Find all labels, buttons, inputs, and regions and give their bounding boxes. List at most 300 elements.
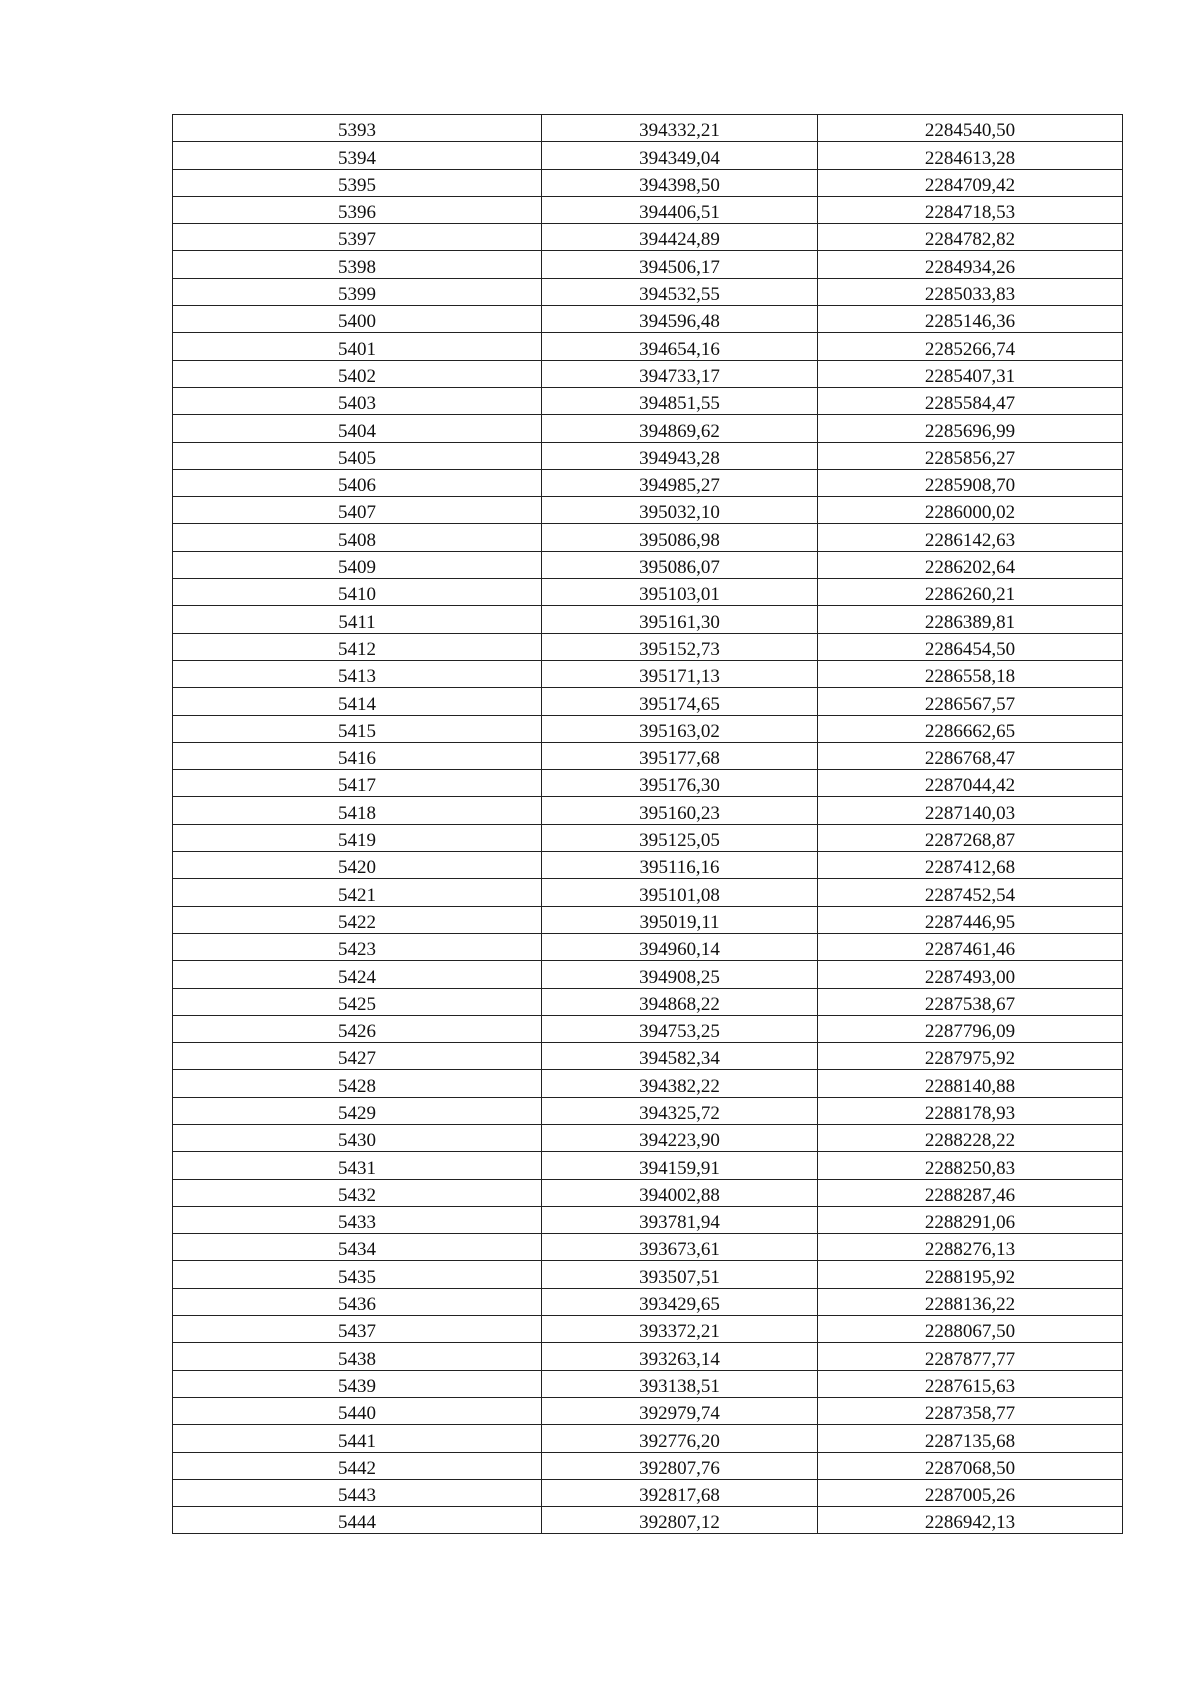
y-coordinate-cell bbox=[818, 961, 1123, 988]
point-number-cell bbox=[173, 251, 542, 278]
x-coordinate-cell bbox=[542, 360, 818, 387]
point-number-cell bbox=[173, 688, 542, 715]
x-coordinate-cell bbox=[542, 442, 818, 469]
cell-text: 5402 bbox=[338, 365, 376, 387]
cell-text: 5403 bbox=[338, 393, 376, 415]
cell-text: 2287446,95 bbox=[924, 911, 1016, 933]
cell-text: 5408 bbox=[338, 529, 376, 551]
x-coordinate-cell bbox=[542, 1507, 818, 1534]
y-coordinate-cell bbox=[818, 852, 1123, 879]
y-coordinate-cell bbox=[818, 415, 1123, 442]
cell-text: 2286389,81 bbox=[924, 611, 1016, 633]
point-number-cell bbox=[173, 1097, 542, 1124]
x-coordinate-cell bbox=[542, 306, 818, 333]
y-coordinate-cell bbox=[818, 1479, 1123, 1506]
cell-text: 5430 bbox=[338, 1130, 376, 1152]
cell-text: 2284540,50 bbox=[924, 120, 1016, 142]
cell-text: 5412 bbox=[338, 638, 376, 660]
cell-text: 394506,17 bbox=[639, 256, 720, 278]
x-coordinate-cell bbox=[542, 1124, 818, 1151]
y-coordinate-cell bbox=[818, 1370, 1123, 1397]
x-coordinate-cell bbox=[542, 797, 818, 824]
point-number-cell bbox=[173, 551, 542, 578]
x-coordinate-cell bbox=[542, 1343, 818, 1370]
cell-text: 394382,22 bbox=[639, 1075, 720, 1097]
cell-text: 5442 bbox=[338, 1457, 376, 1479]
y-coordinate-cell bbox=[818, 1206, 1123, 1233]
cell-text: 392979,74 bbox=[639, 1403, 720, 1425]
cell-text: 2285146,36 bbox=[924, 311, 1016, 333]
cell-text: 394424,89 bbox=[639, 229, 720, 251]
y-coordinate-cell bbox=[818, 579, 1123, 606]
point-number-cell bbox=[173, 797, 542, 824]
point-number-cell bbox=[173, 224, 542, 251]
point-number-cell bbox=[173, 442, 542, 469]
cell-text: 2286260,21 bbox=[924, 584, 1016, 606]
y-coordinate-cell bbox=[818, 1261, 1123, 1288]
y-coordinate-cell bbox=[818, 660, 1123, 687]
cell-text: 395116,16 bbox=[639, 857, 720, 879]
cell-text: 395086,07 bbox=[639, 557, 720, 579]
x-coordinate-cell bbox=[542, 933, 818, 960]
cell-text: 5397 bbox=[338, 229, 376, 251]
table-row bbox=[173, 469, 1123, 496]
cell-text: 2287796,09 bbox=[924, 1021, 1016, 1043]
cell-text: 394159,91 bbox=[639, 1157, 720, 1179]
cell-text: 2287877,77 bbox=[924, 1348, 1016, 1370]
cell-text: 5444 bbox=[338, 1512, 376, 1534]
x-coordinate-cell bbox=[542, 415, 818, 442]
point-number-cell bbox=[173, 1124, 542, 1151]
table-row bbox=[173, 879, 1123, 906]
y-coordinate-cell bbox=[818, 1152, 1123, 1179]
x-coordinate-cell bbox=[542, 988, 818, 1015]
table-row bbox=[173, 1234, 1123, 1261]
cell-text: 394985,27 bbox=[639, 475, 720, 497]
point-number-cell bbox=[173, 333, 542, 360]
y-coordinate-cell bbox=[818, 1015, 1123, 1042]
point-number-cell bbox=[173, 933, 542, 960]
cell-text: 395103,01 bbox=[639, 584, 720, 606]
cell-text: 5439 bbox=[338, 1375, 376, 1397]
cell-text: 395125,05 bbox=[639, 830, 720, 852]
cell-text: 394406,51 bbox=[639, 202, 720, 224]
table-row bbox=[173, 524, 1123, 551]
cell-text: 5394 bbox=[338, 147, 376, 169]
cell-text: 393429,65 bbox=[639, 1294, 720, 1316]
cell-text: 2286942,13 bbox=[924, 1512, 1016, 1534]
x-coordinate-cell bbox=[542, 1425, 818, 1452]
point-number-cell bbox=[173, 1479, 542, 1506]
x-coordinate-cell bbox=[542, 115, 818, 142]
y-coordinate-cell bbox=[818, 1288, 1123, 1315]
cell-text: 2287412,68 bbox=[924, 857, 1016, 879]
point-number-cell bbox=[173, 1452, 542, 1479]
table-row bbox=[173, 251, 1123, 278]
x-coordinate-cell bbox=[542, 770, 818, 797]
point-number-cell bbox=[173, 988, 542, 1015]
y-coordinate-cell bbox=[818, 933, 1123, 960]
y-coordinate-cell bbox=[818, 442, 1123, 469]
point-number-cell bbox=[173, 387, 542, 414]
cell-text: 2285033,83 bbox=[924, 284, 1016, 306]
point-number-cell bbox=[173, 1261, 542, 1288]
table-row bbox=[173, 1015, 1123, 1042]
cell-text: 5418 bbox=[338, 802, 376, 824]
y-coordinate-cell bbox=[818, 879, 1123, 906]
cell-text: 2287452,54 bbox=[924, 884, 1016, 906]
coordinates-table bbox=[172, 114, 1123, 1534]
point-number-cell bbox=[173, 1015, 542, 1042]
point-number-cell bbox=[173, 469, 542, 496]
x-coordinate-cell bbox=[542, 906, 818, 933]
table-row bbox=[173, 115, 1123, 142]
table-row bbox=[173, 660, 1123, 687]
table-row bbox=[173, 906, 1123, 933]
x-coordinate-cell bbox=[542, 1043, 818, 1070]
point-number-cell bbox=[173, 1152, 542, 1179]
cell-text: 2286000,02 bbox=[924, 502, 1016, 524]
cell-text: 395161,30 bbox=[639, 611, 720, 633]
y-coordinate-cell bbox=[818, 169, 1123, 196]
y-coordinate-cell bbox=[818, 224, 1123, 251]
cell-text: 5420 bbox=[338, 857, 376, 879]
point-number-cell bbox=[173, 524, 542, 551]
cell-text: 5396 bbox=[338, 202, 376, 224]
cell-text: 394398,50 bbox=[639, 174, 720, 196]
cell-text: 392807,76 bbox=[639, 1457, 720, 1479]
x-coordinate-cell bbox=[542, 961, 818, 988]
table-row bbox=[173, 387, 1123, 414]
cell-text: 2285696,99 bbox=[924, 420, 1016, 442]
cell-text: 5421 bbox=[338, 884, 376, 906]
table-row bbox=[173, 852, 1123, 879]
cell-text: 394532,55 bbox=[639, 284, 720, 306]
cell-text: 5428 bbox=[338, 1075, 376, 1097]
table-row bbox=[173, 169, 1123, 196]
y-coordinate-cell bbox=[818, 524, 1123, 551]
point-number-cell bbox=[173, 1179, 542, 1206]
cell-text: 5399 bbox=[338, 284, 376, 306]
cell-text: 394908,25 bbox=[639, 966, 720, 988]
y-coordinate-cell bbox=[818, 306, 1123, 333]
cell-text: 5413 bbox=[338, 666, 376, 688]
cell-text: 394753,25 bbox=[639, 1021, 720, 1043]
point-number-cell bbox=[173, 1043, 542, 1070]
cell-text: 393372,21 bbox=[639, 1321, 720, 1343]
cell-text: 5435 bbox=[338, 1266, 376, 1288]
x-coordinate-cell bbox=[542, 742, 818, 769]
point-number-cell bbox=[173, 1316, 542, 1343]
table-row bbox=[173, 633, 1123, 660]
cell-text: 5415 bbox=[338, 720, 376, 742]
cell-text: 2288140,88 bbox=[924, 1075, 1016, 1097]
y-coordinate-cell bbox=[818, 251, 1123, 278]
cell-text: 5443 bbox=[338, 1485, 376, 1507]
cell-text: 5423 bbox=[338, 939, 376, 961]
y-coordinate-cell bbox=[818, 1425, 1123, 1452]
x-coordinate-cell bbox=[542, 524, 818, 551]
cell-text: 5436 bbox=[338, 1294, 376, 1316]
cell-text: 395174,65 bbox=[639, 693, 720, 715]
cell-text: 2285407,31 bbox=[924, 365, 1016, 387]
cell-text: 5393 bbox=[338, 120, 376, 142]
cell-text: 2284718,53 bbox=[924, 202, 1016, 224]
cell-text: 2288136,22 bbox=[924, 1294, 1016, 1316]
cell-text: 394868,22 bbox=[639, 993, 720, 1015]
x-coordinate-cell bbox=[542, 251, 818, 278]
cell-text: 2288228,22 bbox=[924, 1130, 1016, 1152]
cell-text: 5411 bbox=[338, 611, 376, 633]
point-number-cell bbox=[173, 879, 542, 906]
table-row bbox=[173, 1070, 1123, 1097]
cell-text: 393138,51 bbox=[639, 1375, 720, 1397]
x-coordinate-cell bbox=[542, 1316, 818, 1343]
x-coordinate-cell bbox=[542, 1397, 818, 1424]
cell-text: 394869,62 bbox=[639, 420, 720, 442]
point-number-cell bbox=[173, 1343, 542, 1370]
table-row bbox=[173, 224, 1123, 251]
point-number-cell bbox=[173, 906, 542, 933]
cell-text: 2286567,57 bbox=[924, 693, 1016, 715]
x-coordinate-cell bbox=[542, 1152, 818, 1179]
cell-text: 2287493,00 bbox=[924, 966, 1016, 988]
y-coordinate-cell bbox=[818, 196, 1123, 223]
table-row bbox=[173, 1397, 1123, 1424]
y-coordinate-cell bbox=[818, 142, 1123, 169]
x-coordinate-cell bbox=[542, 497, 818, 524]
y-coordinate-cell bbox=[818, 360, 1123, 387]
x-coordinate-cell bbox=[542, 633, 818, 660]
y-coordinate-cell bbox=[818, 1343, 1123, 1370]
cell-text: 2288178,93 bbox=[924, 1102, 1016, 1124]
y-coordinate-cell bbox=[818, 1124, 1123, 1151]
x-coordinate-cell bbox=[542, 715, 818, 742]
cell-text: 2287975,92 bbox=[924, 1048, 1016, 1070]
y-coordinate-cell bbox=[818, 551, 1123, 578]
y-coordinate-cell bbox=[818, 715, 1123, 742]
cell-text: 2286202,64 bbox=[924, 557, 1016, 579]
cell-text: 2287005,26 bbox=[924, 1485, 1016, 1507]
cell-text: 5440 bbox=[338, 1403, 376, 1425]
cell-text: 5437 bbox=[338, 1321, 376, 1343]
cell-text: 5400 bbox=[338, 311, 376, 333]
y-coordinate-cell bbox=[818, 115, 1123, 142]
x-coordinate-cell bbox=[542, 224, 818, 251]
point-number-cell bbox=[173, 715, 542, 742]
point-number-cell bbox=[173, 278, 542, 305]
y-coordinate-cell bbox=[818, 469, 1123, 496]
x-coordinate-cell bbox=[542, 606, 818, 633]
cell-text: 2286662,65 bbox=[924, 720, 1016, 742]
point-number-cell bbox=[173, 742, 542, 769]
table-row bbox=[173, 1479, 1123, 1506]
y-coordinate-cell bbox=[818, 1507, 1123, 1534]
cell-text: 2287538,67 bbox=[924, 993, 1016, 1015]
table-row bbox=[173, 742, 1123, 769]
table-row bbox=[173, 688, 1123, 715]
cell-text: 395086,98 bbox=[639, 529, 720, 551]
table-row bbox=[173, 1097, 1123, 1124]
point-number-cell bbox=[173, 497, 542, 524]
point-number-cell bbox=[173, 1288, 542, 1315]
cell-text: 395019,11 bbox=[639, 911, 720, 933]
point-number-cell bbox=[173, 360, 542, 387]
x-coordinate-cell bbox=[542, 1234, 818, 1261]
table-row bbox=[173, 1316, 1123, 1343]
point-number-cell bbox=[173, 1070, 542, 1097]
table-row bbox=[173, 306, 1123, 333]
table-row bbox=[173, 142, 1123, 169]
point-number-cell bbox=[173, 196, 542, 223]
cell-text: 392807,12 bbox=[639, 1512, 720, 1534]
cell-text: 2286558,18 bbox=[924, 666, 1016, 688]
table-row bbox=[173, 1288, 1123, 1315]
point-number-cell bbox=[173, 606, 542, 633]
cell-text: 2288250,83 bbox=[924, 1157, 1016, 1179]
cell-text: 394943,28 bbox=[639, 447, 720, 469]
y-coordinate-cell bbox=[818, 770, 1123, 797]
table-row bbox=[173, 1206, 1123, 1233]
cell-text: 5429 bbox=[338, 1102, 376, 1124]
table-row bbox=[173, 715, 1123, 742]
cell-text: 394325,72 bbox=[639, 1102, 720, 1124]
cell-text: 5404 bbox=[338, 420, 376, 442]
cell-text: 392776,20 bbox=[639, 1430, 720, 1452]
cell-text: 5416 bbox=[338, 748, 376, 770]
x-coordinate-cell bbox=[542, 333, 818, 360]
y-coordinate-cell bbox=[818, 1070, 1123, 1097]
point-number-cell bbox=[173, 633, 542, 660]
cell-text: 2288195,92 bbox=[924, 1266, 1016, 1288]
cell-text: 2284934,26 bbox=[924, 256, 1016, 278]
x-coordinate-cell bbox=[542, 169, 818, 196]
table-row bbox=[173, 1152, 1123, 1179]
x-coordinate-cell bbox=[542, 278, 818, 305]
table-row bbox=[173, 1043, 1123, 1070]
cell-text: 2285856,27 bbox=[924, 447, 1016, 469]
cell-text: 394002,88 bbox=[639, 1184, 720, 1206]
cell-text: 5401 bbox=[338, 338, 376, 360]
cell-text: 2284613,28 bbox=[924, 147, 1016, 169]
x-coordinate-cell bbox=[542, 879, 818, 906]
y-coordinate-cell bbox=[818, 1316, 1123, 1343]
cell-text: 2285584,47 bbox=[924, 393, 1016, 415]
cell-text: 5432 bbox=[338, 1184, 376, 1206]
cell-text: 2288287,46 bbox=[924, 1184, 1016, 1206]
point-number-cell bbox=[173, 1206, 542, 1233]
y-coordinate-cell bbox=[818, 1179, 1123, 1206]
x-coordinate-cell bbox=[542, 1206, 818, 1233]
point-number-cell bbox=[173, 1425, 542, 1452]
cell-text: 2287068,50 bbox=[924, 1457, 1016, 1479]
y-coordinate-cell bbox=[818, 688, 1123, 715]
cell-text: 395152,73 bbox=[639, 638, 720, 660]
x-coordinate-cell bbox=[542, 852, 818, 879]
table-row bbox=[173, 442, 1123, 469]
x-coordinate-cell bbox=[542, 1179, 818, 1206]
x-coordinate-cell bbox=[542, 469, 818, 496]
y-coordinate-cell bbox=[818, 906, 1123, 933]
y-coordinate-cell bbox=[818, 742, 1123, 769]
cell-text: 5407 bbox=[338, 502, 376, 524]
cell-text: 394332,21 bbox=[639, 120, 720, 142]
point-number-cell bbox=[173, 415, 542, 442]
cell-text: 5409 bbox=[338, 557, 376, 579]
cell-text: 394582,34 bbox=[639, 1048, 720, 1070]
cell-text: 395177,68 bbox=[639, 748, 720, 770]
cell-text: 395160,23 bbox=[639, 802, 720, 824]
y-coordinate-cell bbox=[818, 387, 1123, 414]
cell-text: 2285908,70 bbox=[924, 475, 1016, 497]
x-coordinate-cell bbox=[542, 142, 818, 169]
table-row bbox=[173, 797, 1123, 824]
cell-text: 2287268,87 bbox=[924, 830, 1016, 852]
table-row bbox=[173, 824, 1123, 851]
x-coordinate-cell bbox=[542, 551, 818, 578]
table-row bbox=[173, 1425, 1123, 1452]
cell-text: 5434 bbox=[338, 1239, 376, 1261]
table-row bbox=[173, 333, 1123, 360]
cell-text: 2287044,42 bbox=[924, 775, 1016, 797]
table-row bbox=[173, 961, 1123, 988]
cell-text: 5405 bbox=[338, 447, 376, 469]
table-row bbox=[173, 933, 1123, 960]
point-number-cell bbox=[173, 852, 542, 879]
table-row bbox=[173, 415, 1123, 442]
table-row bbox=[173, 196, 1123, 223]
cell-text: 394960,14 bbox=[639, 939, 720, 961]
coordinates-table-body bbox=[173, 115, 1123, 1534]
cell-text: 5427 bbox=[338, 1048, 376, 1070]
table-row bbox=[173, 278, 1123, 305]
y-coordinate-cell bbox=[818, 824, 1123, 851]
table-row bbox=[173, 1261, 1123, 1288]
point-number-cell bbox=[173, 1397, 542, 1424]
point-number-cell bbox=[173, 1370, 542, 1397]
cell-text: 395101,08 bbox=[639, 884, 720, 906]
cell-text: 5425 bbox=[338, 993, 376, 1015]
table-row bbox=[173, 1507, 1123, 1534]
x-coordinate-cell bbox=[542, 1097, 818, 1124]
table-row bbox=[173, 1124, 1123, 1151]
x-coordinate-cell bbox=[542, 1261, 818, 1288]
cell-text: 2288291,06 bbox=[924, 1212, 1016, 1234]
point-number-cell bbox=[173, 169, 542, 196]
cell-text: 394733,17 bbox=[639, 365, 720, 387]
cell-text: 2287461,46 bbox=[924, 939, 1016, 961]
y-coordinate-cell bbox=[818, 278, 1123, 305]
x-coordinate-cell bbox=[542, 1452, 818, 1479]
cell-text: 5410 bbox=[338, 584, 376, 606]
cell-text: 5414 bbox=[338, 693, 376, 715]
cell-text: 5417 bbox=[338, 775, 376, 797]
cell-text: 2286768,47 bbox=[924, 748, 1016, 770]
cell-text: 5419 bbox=[338, 830, 376, 852]
x-coordinate-cell bbox=[542, 660, 818, 687]
point-number-cell bbox=[173, 1507, 542, 1534]
cell-text: 2286454,50 bbox=[924, 638, 1016, 660]
y-coordinate-cell bbox=[818, 797, 1123, 824]
cell-text: 2288276,13 bbox=[924, 1239, 1016, 1261]
cell-text: 395032,10 bbox=[639, 502, 720, 524]
table-row bbox=[173, 988, 1123, 1015]
cell-text: 395171,13 bbox=[639, 666, 720, 688]
cell-text: 394349,04 bbox=[639, 147, 720, 169]
x-coordinate-cell bbox=[542, 1288, 818, 1315]
x-coordinate-cell bbox=[542, 387, 818, 414]
cell-text: 394654,16 bbox=[639, 338, 720, 360]
